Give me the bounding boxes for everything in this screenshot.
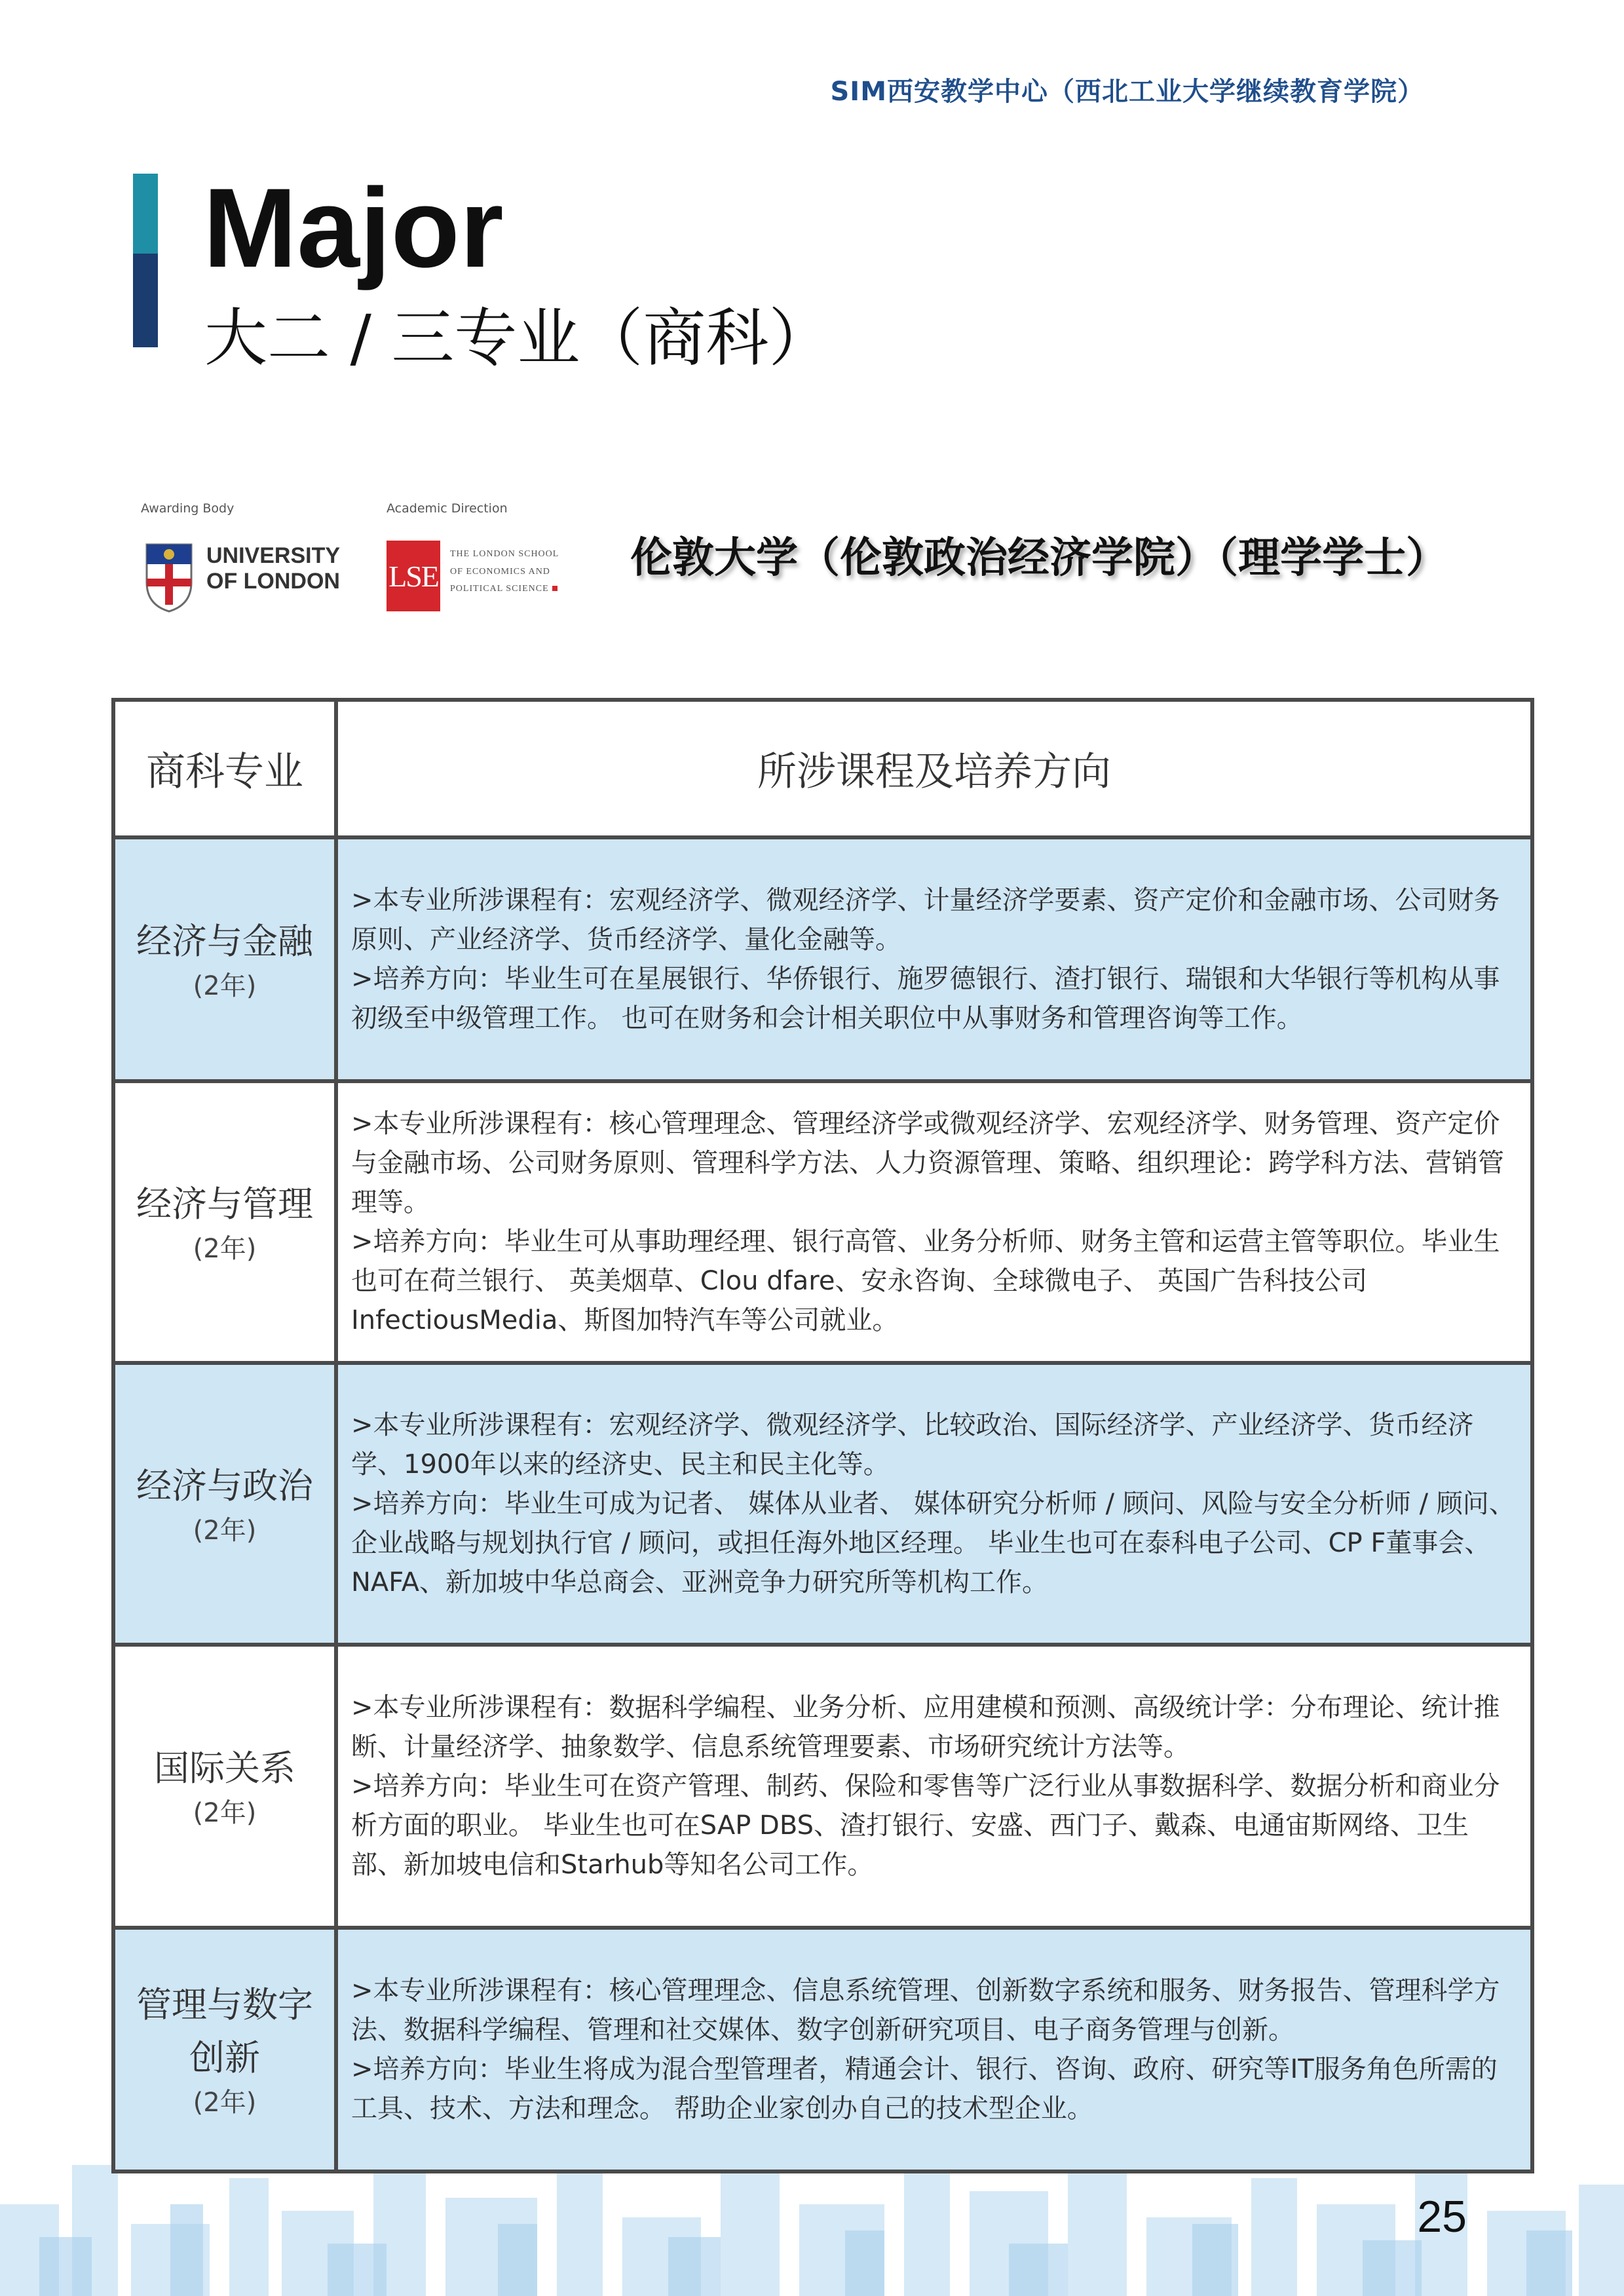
courses-text: >本专业所涉课程有：数据科学编程、业务分析、应用建模和预测、高级统计学：分布理论、统计推断、计量经济学、抽象数学、信息系统管理要素、市场研究统计方法等。 <box>351 1693 1500 1762</box>
career-text: >培养方向：毕业生将成为混合型管理者，精通会计、银行、咨询、政府、研究等IT服务角色所需的工具、技术、方法和理念。 帮助企业家创办自己的技术型企业。 <box>351 2054 1498 2124</box>
description-cell <box>336 837 1532 1081</box>
table-row <box>113 1928 1532 2172</box>
partner-logos <box>141 501 613 619</box>
page-title-zh: 大二 / 三专业（商科） <box>204 301 832 375</box>
major-cell <box>113 1928 336 2172</box>
description-cell <box>336 1645 1532 1928</box>
header-major: 商科专业 <box>113 700 336 837</box>
page-title-en: Major <box>203 165 504 291</box>
accent-bar-bottom <box>133 254 158 347</box>
major-duration: (2年) <box>193 970 257 1001</box>
major-duration: (2年) <box>193 1515 257 1546</box>
courses-text: >本专业所涉课程有：核心管理理念、管理经济学或微观经济学、宏观经济学、财务管理、资产定价与金融市场、公司财务原则、管理科学方法、人力资源管理、策略、组织理论：跨学科方法、营销管理等。 <box>351 1109 1504 1217</box>
courses-text: >本专业所涉课程有：宏观经济学、微观经济学、比较政治、国际经济学、产业经济学、货币经济学、1900年以来的经济史、民主和民主化等。 <box>351 1410 1474 1480</box>
career-text: >培养方向：毕业生可从事助理经理、银行高管、业务分析师、财务主管和运营主管等职位。毕业生也可在荷兰银行、 英美烟草、Clou dfare、安永咨询、全球微电子、 英国广告科技公司InfectiousMedia、斯图加特汽车等公司就业。 <box>351 1227 1500 1335</box>
header-courses: 所涉课程及培养方向 <box>336 700 1532 837</box>
accent-bar-top <box>133 174 158 254</box>
major-duration: (2年) <box>193 1233 257 1264</box>
degree-heading: 伦敦大学（伦敦政治经济学院）（理学学士） <box>630 534 1448 583</box>
header-org-name: SIM西安教学中心（西北工业大学继续教育学院） <box>830 77 1424 107</box>
table-row <box>113 1363 1532 1645</box>
major-name: 管理与数字创新 <box>136 1984 313 2078</box>
description-cell <box>336 1081 1532 1363</box>
major-name: 经济与政治 <box>136 1464 313 1506</box>
academic-direction-caption: Academic Direction <box>387 501 508 516</box>
major-cell <box>113 1363 336 1645</box>
courses-text: >本专业所涉课程有：核心管理理念、信息系统管理、创新数字系统和服务、财务报告、管理科学方法、数据科学编程、管理和社交媒体、数字创新研究项目、电子商务管理与创新。 <box>351 1976 1500 2045</box>
career-text: >培养方向：毕业生可成为记者、 媒体从业者、 媒体研究分析师 / 顾问、风险与安全分析师 / 顾问、企业战略与规划执行官 / 顾问，或担任海外地区经理。 毕业生也可在泰科电子公司、CP F董事会、NAFA、新加坡中华总商会、亚洲竞争力研究所等机构工作。 <box>351 1489 1515 1598</box>
awarding-body-caption: Awarding Body <box>141 501 235 516</box>
table-row <box>113 1081 1532 1363</box>
career-text: >培养方向：毕业生可在资产管理、制药、保险和零售等广泛行业从事数据科学、数据分析和商业分析方面的职业。 毕业生也可在SAP DBS、渣打银行、安盛、西门子、戴森、电通宙斯网络、卫生部、新加坡电信和Starhub等知名公司工作。 <box>351 1771 1500 1880</box>
lse-logo-mark: LSE <box>387 541 440 611</box>
major-cell <box>113 1645 336 1928</box>
table-row <box>113 837 1532 1081</box>
major-name: 经济与金融 <box>136 920 313 962</box>
description-cell <box>336 1928 1532 2172</box>
description-cell <box>336 1363 1532 1645</box>
major-duration: (2年) <box>193 1797 257 1828</box>
major-cell <box>113 837 336 1081</box>
lse-wordmark: THE LONDON SCHOOL OF ECONOMICS AND POLITICAL SCIENCE <box>450 549 559 594</box>
majors-table <box>111 698 1534 2173</box>
courses-text: >本专业所涉课程有：宏观经济学、微观经济学、计量经济学要素、资产定价和金融市场、公司财务原则、产业经济学、货币经济学、量化金融等。 <box>351 885 1500 955</box>
uol-crest-icon <box>144 542 194 613</box>
page-number: 25 <box>1417 2192 1467 2242</box>
major-name: 国际关系 <box>154 1747 295 1789</box>
major-name: 经济与管理 <box>136 1183 313 1225</box>
major-cell <box>113 1081 336 1363</box>
major-duration: (2年) <box>193 2088 257 2118</box>
uol-wordmark: UNIVERSITY OF LONDON <box>206 543 341 594</box>
table-row <box>113 1645 1532 1928</box>
career-text: >培养方向：毕业生可在星展银行、华侨银行、施罗德银行、渣打银行、瑞银和大华银行等机构从事初级至中级管理工作。 也可在财务和会计相关职位中从事财务和管理咨询等工作。 <box>351 964 1500 1033</box>
